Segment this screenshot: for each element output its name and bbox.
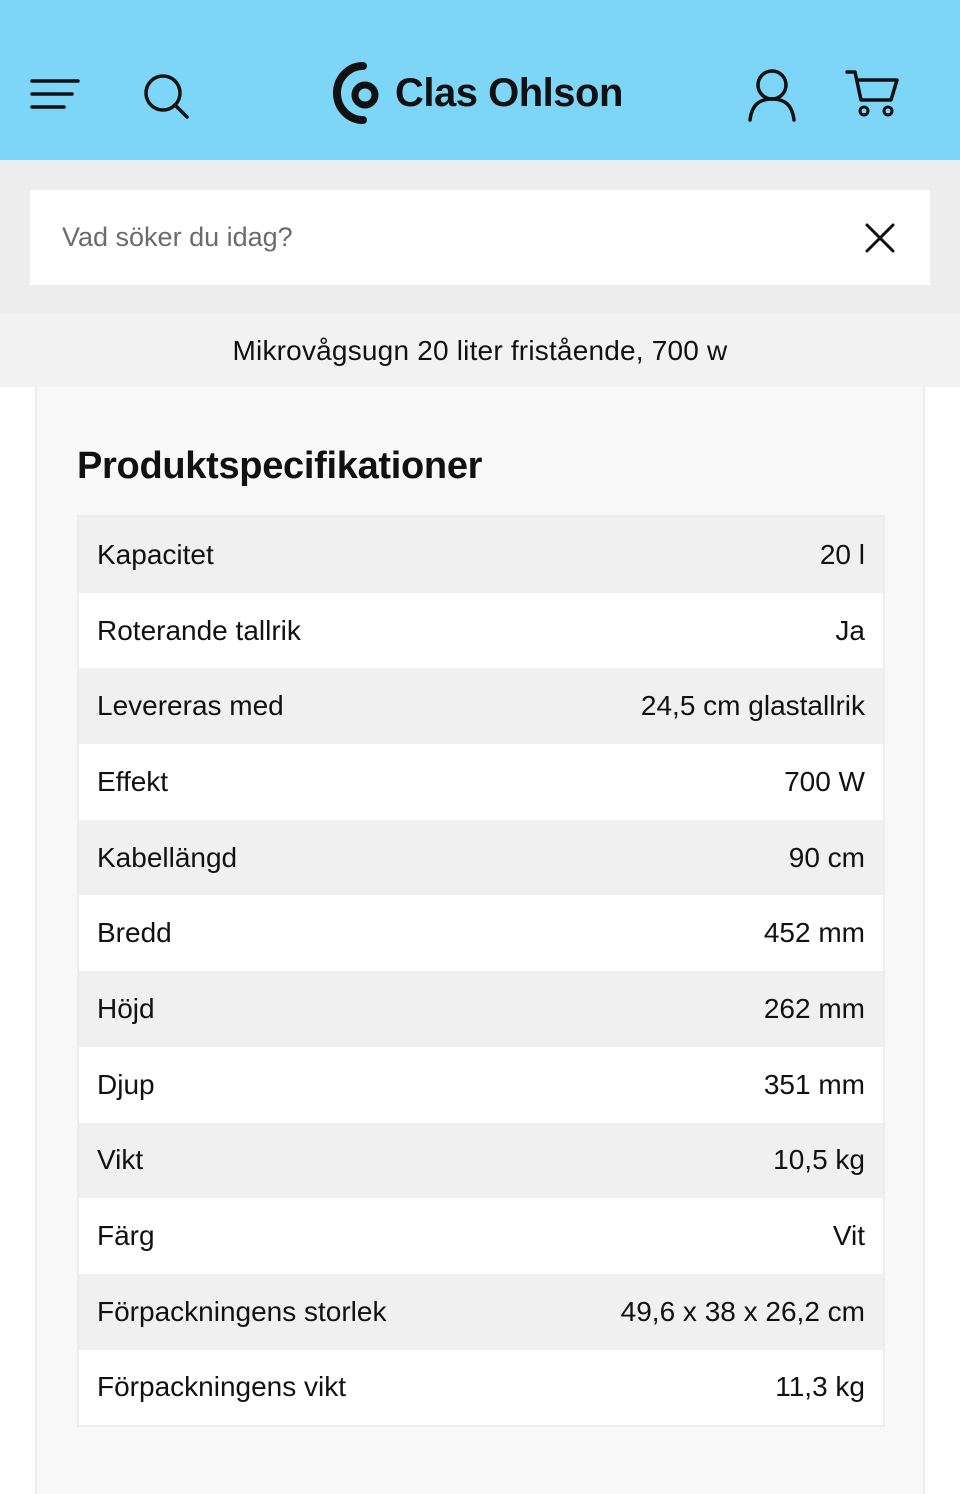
search-box — [30, 190, 930, 285]
spec-label: Roterande tallrik — [97, 614, 301, 646]
spec-value: 90 cm — [788, 841, 865, 873]
spec-label: Förpackningens vikt — [97, 1371, 347, 1403]
search-area — [0, 160, 960, 314]
spec-value: 11,3 kg — [775, 1371, 865, 1403]
spec-label: Höjd — [97, 992, 155, 1024]
spec-value: 700 W — [784, 765, 865, 797]
logo-text: Clas Ohlson — [395, 70, 623, 115]
spec-value: 49,6 x 38 x 26,2 cm — [620, 1295, 865, 1327]
section-heading: Produktspecifikationer — [77, 445, 483, 487]
spec-label: Färg — [97, 1220, 155, 1252]
spec-row — [79, 593, 883, 669]
spec-table — [77, 515, 885, 1427]
spec-row — [79, 820, 883, 896]
spec-row — [79, 1198, 883, 1274]
spec-row — [79, 1047, 883, 1123]
spec-label: Bredd — [97, 917, 172, 949]
menu-icon[interactable] — [30, 74, 80, 114]
spec-row — [79, 517, 883, 593]
brand-logo[interactable] — [333, 60, 623, 126]
spec-row — [79, 1123, 883, 1199]
spec-value: Vit — [832, 1220, 865, 1252]
spec-label: Förpackningens storlek — [97, 1295, 387, 1327]
spec-value: Ja — [835, 614, 865, 646]
spec-row — [79, 668, 883, 744]
spec-label: Vikt — [97, 1144, 144, 1176]
spec-value: 24,5 cm glastallrik — [640, 690, 865, 722]
spec-value: 20 l — [819, 538, 865, 570]
account-icon[interactable] — [746, 68, 798, 122]
specifications-panel — [35, 387, 925, 1494]
spec-row — [79, 1350, 883, 1426]
spec-row — [79, 971, 883, 1047]
spec-value: 452 mm — [763, 917, 865, 949]
spec-label: Kabellängd — [97, 841, 238, 873]
spec-label: Djup — [97, 1068, 155, 1100]
product-title-bar — [0, 314, 960, 387]
cart-icon[interactable] — [845, 68, 901, 118]
logo-mark-icon — [333, 60, 383, 126]
spec-value: 10,5 kg — [773, 1144, 865, 1176]
spec-value: 262 mm — [763, 992, 865, 1024]
spec-value: 351 mm — [763, 1068, 865, 1100]
spec-label: Kapacitet — [97, 538, 214, 570]
spec-row — [79, 744, 883, 820]
site-header — [0, 0, 960, 160]
search-input[interactable] — [30, 190, 850, 285]
spec-label: Effekt — [97, 765, 169, 797]
product-title: Mikrovågsugn 20 liter fristående, 700 w — [232, 334, 728, 366]
spec-row — [79, 895, 883, 971]
close-icon[interactable] — [864, 222, 896, 254]
spec-label: Levereras med — [97, 690, 284, 722]
spec-row — [79, 1274, 883, 1350]
search-icon[interactable] — [142, 72, 190, 120]
